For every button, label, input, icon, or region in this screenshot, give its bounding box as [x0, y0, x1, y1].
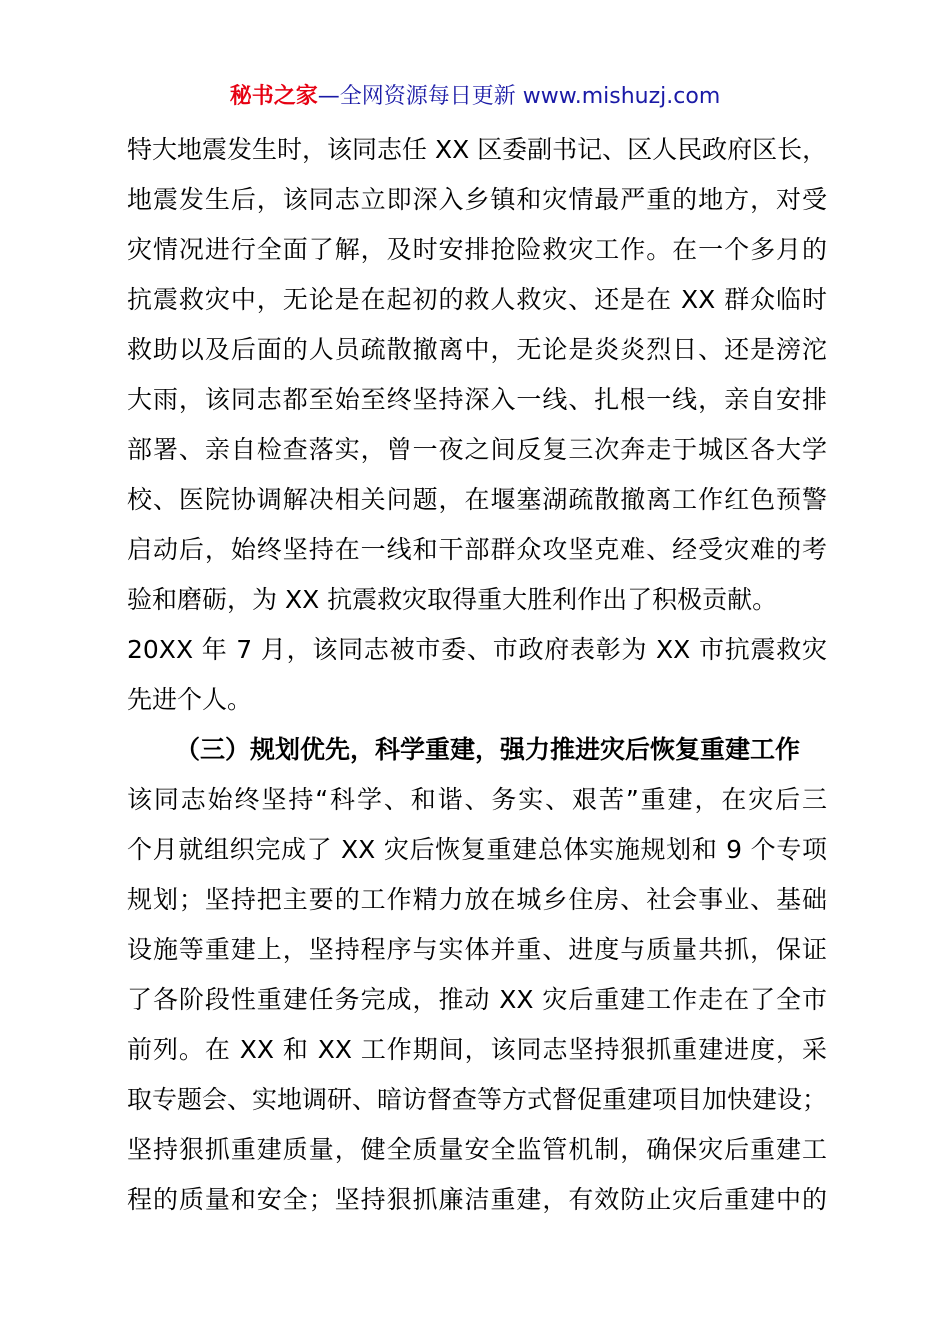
paragraph-line: 前列。在 XX 和 XX 工作期间，该同志坚持狠抓重建进度，采 — [127, 1035, 827, 1064]
site-url-link[interactable]: www.mishuzj.com — [522, 84, 721, 109]
paragraph-line: 特大地震发生时，该同志任 XX 区委副书记、区人民政府区长， — [127, 135, 827, 164]
paragraph-line: 验和磨砺，为 XX 抗震救灾取得重大胜利作出了积极贡献。 — [127, 585, 778, 614]
paragraph-line: 救助以及后面的人员疏散撤离中，无论是炎炎烈日、还是滂沱 — [127, 335, 827, 364]
paragraph-line: 取专题会、实地调研、暗访督查等方式督促重建项目加快建设； — [127, 1085, 827, 1114]
paragraph-line: 抗震救灾中，无论是在起初的救人救灾、还是在 XX 群众临时 — [127, 285, 827, 314]
paragraph-line: 20XX 年 7 月，该同志被市委、市政府表彰为 XX 市抗震救灾 — [127, 635, 827, 664]
site-brand: 秘书之家 — [229, 84, 318, 109]
paragraph-line: 灾情况进行全面了解，及时安排抢险救灾工作。在一个多月的 — [127, 235, 827, 264]
paragraph-line: 规划；坚持把主要的工作精力放在城乡住房、社会事业、基础 — [127, 885, 827, 914]
paragraph-line: 先进个人。 — [127, 685, 253, 714]
paragraph-line: 程的质量和安全；坚持狠抓廉洁重建，有效防止灾后重建中的 — [127, 1185, 827, 1214]
paragraph-line: 坚持狠抓重建质量，健全质量安全监管机制，确保灾后重建工 — [127, 1135, 827, 1164]
site-tagline: —全网资源每日更新 — [317, 84, 516, 109]
section-heading: （三）规划优先，科学重建，强力推进灾后恢复重建工作 — [175, 735, 801, 764]
paragraph-line: 大雨，该同志都至始至终坚持深入一线、扎根一线，亲自安排 — [127, 385, 827, 414]
paragraph-line: 部署、亲自检查落实，曾一夜之间反复三次奔走于城区各大学 — [127, 435, 827, 464]
paragraph-line: 地震发生后，该同志立即深入乡镇和灾情最严重的地方，对受 — [127, 185, 827, 214]
paragraph-line: 启动后，始终坚持在一线和干部群众攻坚克难、经受灾难的考 — [127, 535, 827, 564]
paragraph-line: 了各阶段性重建任务完成，推动 XX 灾后重建工作走在了全市 — [127, 985, 827, 1014]
paragraph-line: 个月就组织完成了 XX 灾后恢复重建总体实施规划和 9 个专项 — [127, 835, 827, 864]
paragraph-line: 设施等重建上，坚持程序与实体并重、进度与质量共抓，保证 — [127, 935, 827, 964]
document-body — [127, 125, 827, 1225]
paragraph-line: 校、医院协调解决相关问题，在堰塞湖疏散撤离工作红色预警 — [127, 485, 827, 514]
paragraph-line: 该同志始终坚持“科学、和谐、务实、艰苦”重建，在灾后三 — [127, 785, 827, 814]
site-header — [0, 80, 950, 114]
